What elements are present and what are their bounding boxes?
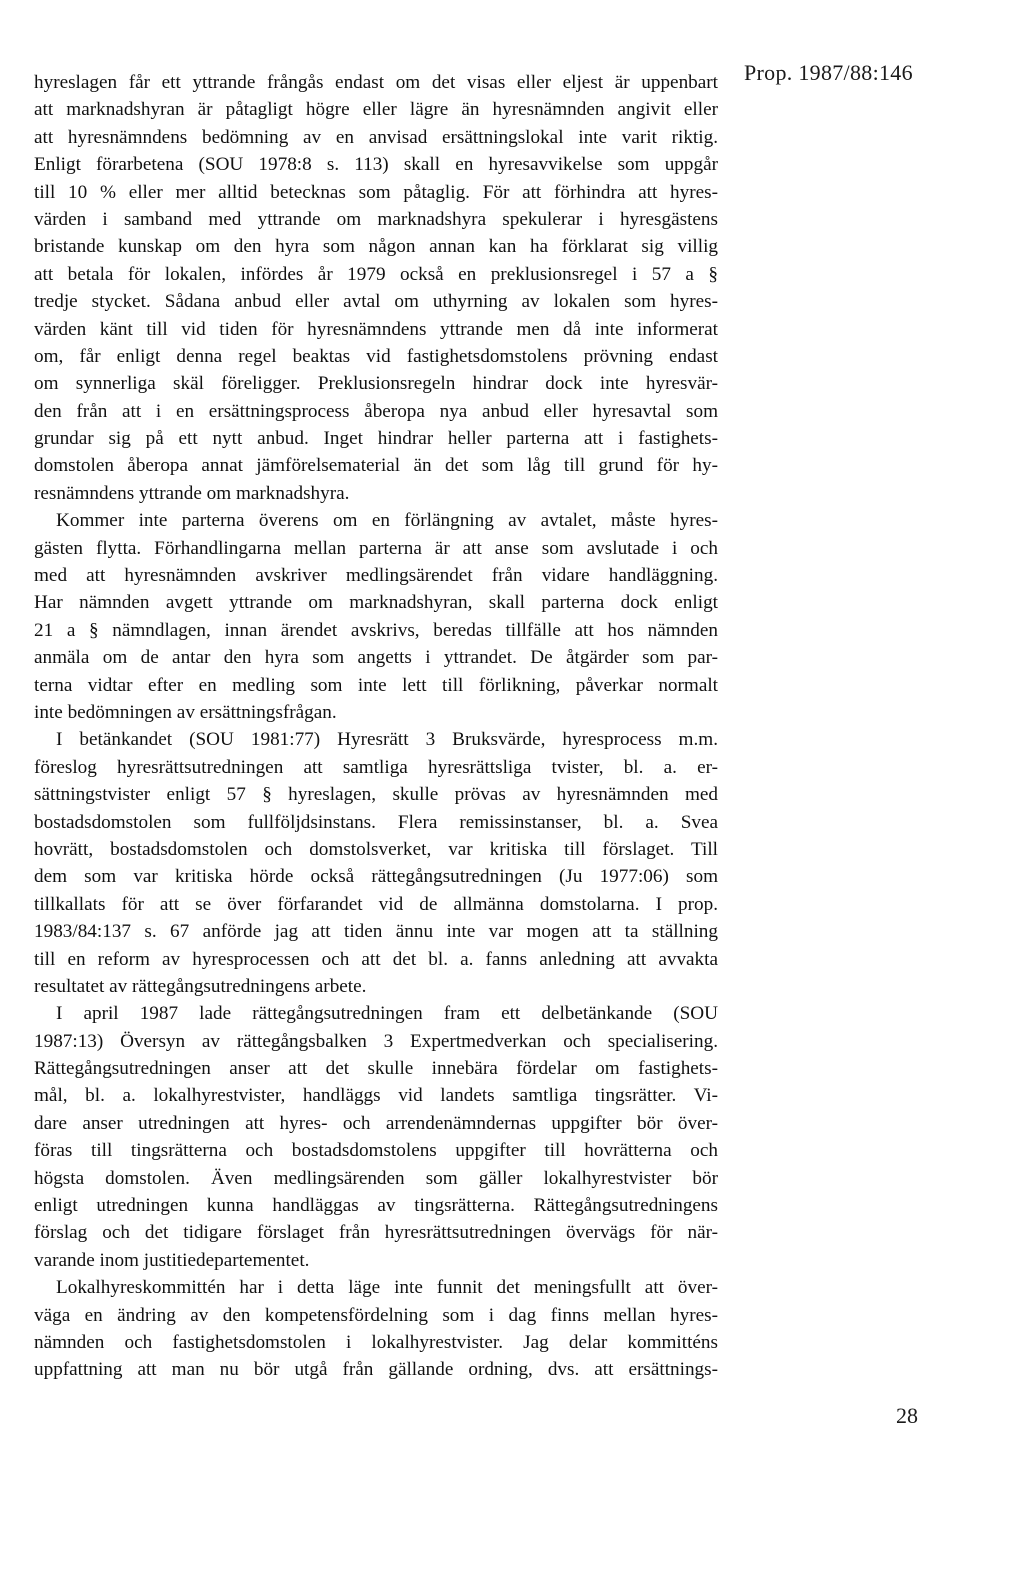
text-line: om, får enligt denna regel beaktas vid fastighetsdomstolens prövning endast — [34, 345, 718, 367]
text-line: Enligt förarbetena (SOU 1978:8 s. 113) skall en hyresavvikelse som uppgår — [34, 154, 718, 176]
text-line: till 10 % eller mer alltid betecknas som påtaglig. För att förhindra att hyres- — [34, 181, 718, 203]
text-line: 21 a § nämndlagen, innan ärendet avskrivs, beredas tillfälle att hos nämnden — [34, 619, 718, 641]
text-line: Kommer inte parterna överens om en förlängning av avtalet, måste hyres- — [56, 510, 718, 532]
text-line: till en reform av hyresprocessen och att det bl. a. fanns anledning att avvakta — [34, 948, 718, 970]
text-line: 1983/84:137 s. 67 anförde jag att tiden ännu inte var mogen att ta ställning — [34, 921, 718, 943]
text-line: enligt utredningen kunna handläggas av tingsrätterna. Rättegångsutredningens — [34, 1195, 718, 1217]
text-line: Har nämnden avgett yttrande om marknadshyran, skall parterna dock enligt — [34, 592, 718, 614]
text-line: med att hyresnämnden avskriver medlingsärendet från vidare handläggning. — [34, 565, 718, 587]
text-line: 1987:13) Översyn av rättegångsbalken 3 Expertmedverkan och specialisering. — [34, 1030, 718, 1052]
text-line: mål, bl. a. lokalhyrestvister, handläggs vid landets samtliga tingsrätter. Vi- — [34, 1085, 718, 1107]
text-line: varande inom justitiedepartementet. — [34, 1249, 310, 1271]
document-reference: Prop. 1987/88:146 — [744, 60, 913, 85]
text-line: grundar sig på ett nytt anbud. Inget hindrar heller parterna att i fastighets- — [34, 428, 718, 450]
text-line: inte bedömningen av ersättningsfrågan. — [34, 701, 337, 723]
text-line: dare anser utredningen att hyres- och arrendenämndernas uppgifter bör över- — [34, 1112, 718, 1134]
text-line: Rättegångsutredningen anser att det skulle innebära fördelar om fastighets- — [34, 1058, 718, 1080]
text-line: Lokalhyreskommittén har i detta läge inte funnit det meningsfullt att över- — [56, 1277, 718, 1299]
text-line: föras till tingsrätterna och bostadsdomstolens uppgifter till hovrätterna och — [34, 1140, 718, 1162]
text-line: sättningstvister enligt 57 § hyreslagen, skulle prövas av hyresnämnden med — [34, 784, 718, 806]
text-line: den från att i en ersättningsprocess åberopa nya anbud eller hyresavtal som — [34, 400, 718, 422]
text-line: att hyresnämndens bedömning av en anvisad ersättningslokal inte varit riktig. — [34, 126, 718, 148]
text-line: föreslog hyresrättsutredningen att samtliga hyresrättsliga tvister, bl. a. er- — [34, 756, 718, 778]
text-line: domstolen åberopa annat jämförelsematerial än det som låg till grund för hy- — [34, 455, 718, 477]
text-line: bristande kunskap om den hyra som någon annan kan ha förklarat sig villig — [34, 236, 718, 258]
text-line: tillkallats för att se över förfarandet vid de allmänna domstolarna. I prop. — [34, 893, 718, 915]
text-line: uppfattning att man nu bör utgå från gällande ordning, dvs. att ersättnings- — [34, 1359, 718, 1381]
text-line: att marknadshyran är påtagligt högre eller lägre än hyresnämnden angivit eller — [34, 99, 718, 121]
text-line: resnämndens yttrande om marknadshyra. — [34, 482, 350, 504]
text-line: förslag och det tidigare förslaget från hyresrättsutredningen övervägs för när- — [34, 1222, 718, 1244]
text-line: att betala för lokalen, infördes år 1979 också en preklusionsregel i 57 a § — [34, 263, 718, 285]
text-line: dem som var kritiska hörde också rättegångsutredningen (Ju 1977:06) som — [34, 866, 718, 888]
text-line: terna vidtar efter en medling som inte lett till förlikning, påverkar normalt — [34, 674, 718, 696]
text-line: anmäla om de antar den hyra som angetts i yttrandet. De åtgärder som par- — [34, 647, 718, 669]
text-line: nämnden och fastighetsdomstolen i lokalhyrestvister. Jag delar kommitténs — [34, 1331, 718, 1353]
text-line: värden i samband med yttrande om marknadshyra spekulerar i hyresgästens — [34, 208, 718, 230]
text-line: värden känt till vid tiden för hyresnämndens yttrande men då inte informerat — [34, 318, 718, 340]
text-line: väga en ändring av den kompetensfördelning som i dag finns mellan hyres- — [34, 1304, 718, 1326]
text-line: hyreslagen får ett yttrande frångås endast om det visas eller eljest är uppenbart — [34, 72, 718, 93]
page-number: 28 — [896, 1403, 918, 1428]
text-line: resultatet av rättegångsutredningens arbete. — [34, 975, 367, 997]
text-line: tredje stycket. Sådana anbud eller avtal om uthyrning av lokalen som hyres- — [34, 291, 718, 313]
body-text — [34, 69, 718, 1384]
text-line: bostadsdomstolen som fullföljdsinstans. Flera remissinstanser, bl. a. Svea — [34, 811, 718, 833]
text-line: högsta domstolen. Även medlingsärenden som gäller lokalhyrestvister bör — [34, 1167, 718, 1189]
text-line: I betänkandet (SOU 1981:77) Hyresrätt 3 Bruksvärde, hyresprocess m.m. — [56, 729, 718, 751]
text-line: om synnerliga skäl föreligger. Preklusionsregeln hindrar dock inte hyresvär- — [34, 373, 718, 395]
text-line: I april 1987 lade rättegångsutredningen fram ett delbetänkande (SOU — [56, 1003, 718, 1025]
text-line: gästen flytta. Förhandlingarna mellan parterna är att anse som avslutade i och — [34, 537, 718, 559]
text-line: hovrätt, bostadsdomstolen och domstolsverket, var kritiska till förslaget. Till — [34, 838, 718, 860]
